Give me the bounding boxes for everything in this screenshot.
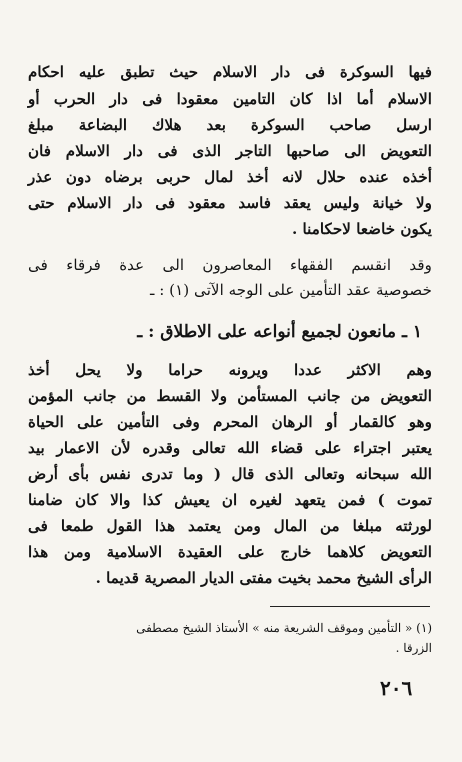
body-line: وهو كالقمار أو الرهان المحرم وفى التأمين على الحياة xyxy=(28,413,432,431)
body-line: التعويض كلاهما خارج على العقيدة الاسلامية ومن هذا xyxy=(28,543,432,561)
body-line: الله سبحانه وتعالى الذى قال ( وما تدرى نفس بأى أرض xyxy=(28,465,432,483)
body-line: وقد انقسم الفقهاء المعاصرون الى عدة فرقاء فى xyxy=(28,256,432,274)
body-line: تموت ) فمن يتعهد لغيره ان يعيش كذا والا كان ضامنا xyxy=(28,491,432,509)
footnote-line: الزرقا . xyxy=(395,641,432,655)
footnote-line: (١) « التأمين وموقف الشريعة منه » الأستاذ الشيخ مصطفى xyxy=(136,621,432,635)
page-number: ٢٠٦ xyxy=(380,676,413,700)
body-line: الاسلام أما اذا كان التامين معقودا فى دار الحرب أو xyxy=(28,90,432,108)
section-heading: ١ ـ مانعون لجميع أنواعه على الاطلاق : ـ xyxy=(137,322,422,342)
body-line: يعتبر اجتراء على قضاء الله تعالى وقدره لأن الاعمار بيد xyxy=(28,439,432,457)
body-line: الرأى الشيخ محمد بخيت مفتى الديار المصرية قديما . xyxy=(95,569,432,587)
body-line: ارسل صاحب السوكرة بعد هلاك البضاعة مبلغ xyxy=(28,116,432,134)
footnote-separator xyxy=(270,606,430,607)
body-line: يكون خاضعا لاحكامنا . xyxy=(291,220,432,238)
body-line: خصوصية عقد التأمين على الوجه الآتى (١) : ـ xyxy=(149,281,432,299)
body-line: أخذه عنده حلال لانه أخذ لمال حربى برضاه دون عذر xyxy=(28,168,432,186)
body-line: فيها السوكرة فى دار الاسلام حيث تطبق عليه احكام xyxy=(28,63,432,81)
body-line: ولا خيانة وليس يعقد فاسد معقود فى دار الاسلام حتى xyxy=(28,194,432,212)
body-line: التعويض الى صاحبها التاجر الذى فى دار الاسلام فان xyxy=(28,142,432,160)
body-line: التعويض من جانب المستأمن ولا القسط من جانب المؤمن xyxy=(28,387,432,405)
body-line: وهم الاكثر عددا ويرونه حراما ولا يحل أخذ xyxy=(28,361,432,379)
body-line: لورثته مبلغا من المال ومن يعتمد هذا القول طمعا فى xyxy=(28,517,432,535)
